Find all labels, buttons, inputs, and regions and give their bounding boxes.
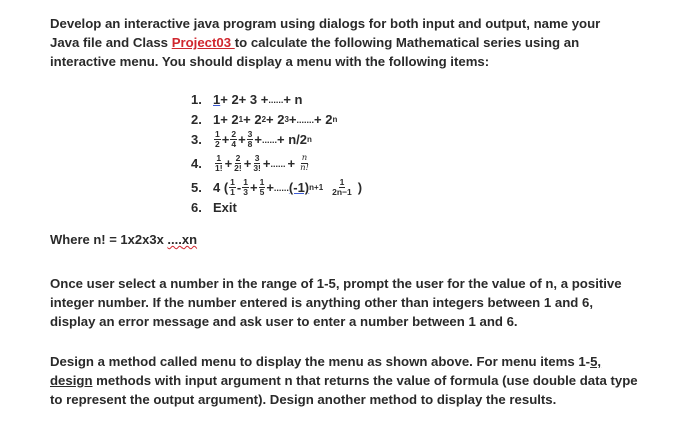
- term: + 2: [314, 112, 333, 127]
- numerator: 1: [339, 177, 345, 187]
- denominator: n!: [300, 163, 309, 173]
- intro-paragraph: [50, 14, 640, 71]
- ellipsis: .......: [296, 114, 315, 125]
- term: xn: [181, 232, 198, 247]
- menu-item-1: [191, 92, 302, 107]
- menu-item-number: 1.: [191, 92, 202, 107]
- numerator: 1: [215, 129, 220, 139]
- ellipsis: ......: [261, 134, 277, 145]
- fraction: [230, 130, 237, 149]
- term: + n: [283, 92, 303, 107]
- numerator: 1: [230, 177, 235, 187]
- denominator: 1: [230, 187, 235, 197]
- operator: +: [249, 180, 258, 195]
- denominator: 5: [259, 187, 265, 197]
- menu-item-5: 5. 4 ( $\frac{1}{1}$ - $\frac{1}{3}$ + $\frac{1}{5}$ + ...... (-1) n+1 $\frac{1}{2n-1}$ ): [191, 177, 363, 197]
- numerator: n: [301, 153, 308, 163]
- denominator: 2: [215, 139, 220, 149]
- intro-line-2: [50, 33, 640, 52]
- intro-line-1: Develop an interactive java program using dialogs for both input and output, name your: [50, 16, 601, 31]
- ellipsis: ....: [167, 232, 182, 247]
- factorial-definition: [50, 232, 197, 247]
- class-name-link: Project03: [171, 35, 235, 50]
- operator: +: [238, 132, 246, 147]
- fraction: [242, 178, 249, 197]
- denominator: 2n−1: [332, 187, 352, 197]
- fraction: [331, 178, 353, 197]
- menu-item-number: 6.: [191, 200, 202, 215]
- term: + 2: [243, 112, 262, 127]
- fraction: [259, 178, 266, 197]
- intro-line-2-pre: Java file and Class: [50, 35, 172, 50]
- ellipsis: ......: [270, 158, 286, 169]
- numerator: 2: [231, 129, 237, 139]
- operator: +: [243, 156, 252, 171]
- design-paragraph: [50, 352, 640, 409]
- term: +: [288, 112, 297, 127]
- numerator: 1: [243, 177, 248, 187]
- operator: +: [262, 156, 271, 171]
- fraction: [247, 130, 254, 149]
- numerator: 2: [235, 153, 241, 163]
- operator: +: [287, 156, 296, 171]
- numerator: 1: [259, 177, 265, 187]
- fraction: [214, 154, 224, 173]
- menu-item-number: 3.: [191, 132, 202, 147]
- fraction: [299, 154, 310, 173]
- term: 1: [213, 92, 221, 107]
- denominator: 8: [247, 139, 253, 149]
- menu-item-6: [191, 200, 237, 215]
- ellipsis: ......: [273, 182, 289, 193]
- design-text-pre: Design a method called menu to display the menu as shown above. For menu items 1-: [50, 354, 591, 369]
- operator: -: [236, 180, 242, 195]
- menu-item-3: 3. $\frac{1}{2}$ + $\frac{2}{4}$ + $\frac{3}{8}$ + ...... + n/2 n: [191, 129, 312, 149]
- design-text-underlined: 5, design: [50, 354, 602, 388]
- term: + n/2: [277, 132, 307, 147]
- fraction: [233, 154, 243, 173]
- exit-label: Exit: [213, 200, 237, 215]
- operator: +: [266, 180, 274, 195]
- menu-item-4: [191, 154, 311, 173]
- fraction: [229, 178, 236, 197]
- numerator: 1: [216, 153, 222, 163]
- menu-item-number: 5.: [191, 180, 202, 195]
- operator: +: [224, 156, 233, 171]
- operator: +: [254, 132, 262, 147]
- fraction: [252, 154, 262, 173]
- where-ellipsis: [167, 232, 197, 247]
- menu-item-2: 2. 1+ 2 1 + 2 2 + 2 3 + ....... + 2 n: [191, 112, 338, 127]
- fraction: [214, 130, 221, 149]
- denominator: 2!: [234, 163, 242, 173]
- term: + 2: [220, 92, 239, 107]
- denominator: 4: [231, 139, 237, 149]
- denominator: 3!: [253, 163, 261, 173]
- menu-item-number: 2.: [191, 112, 202, 127]
- where-text: Where n! = 1x2x3x: [50, 232, 168, 247]
- instructions-paragraph: Once user select a number in the range of 1-5, prompt the user for the value of n, a positive integer number. If the number entered is anything other than integers between 1 and 6, display an error message and ask user to enter a number between 1 and 6.: [50, 276, 622, 329]
- intro-line-2-post: to calculate the following Mathematical series using an: [234, 35, 580, 50]
- design-text-post: methods with input argument n that returns the value of formula (use double data type to represent the output argument). Design another method to display the results.: [50, 373, 638, 407]
- term: (-1): [288, 180, 310, 195]
- term: + 3 +: [238, 92, 269, 107]
- operator: +: [221, 132, 230, 147]
- numerator: 3: [247, 129, 253, 139]
- term: 1+ 2: [213, 112, 239, 127]
- term: ): [357, 180, 363, 195]
- denominator: 1!: [215, 163, 223, 173]
- term: + 2: [266, 112, 285, 127]
- denominator: 3: [243, 187, 248, 197]
- ellipsis: ......: [268, 94, 284, 105]
- term: 4 (: [213, 180, 229, 195]
- intro-line-3: interactive menu. You should display a menu with the following items:: [50, 54, 490, 69]
- menu-item-number: 4.: [191, 156, 202, 171]
- numerator: 3: [254, 153, 260, 163]
